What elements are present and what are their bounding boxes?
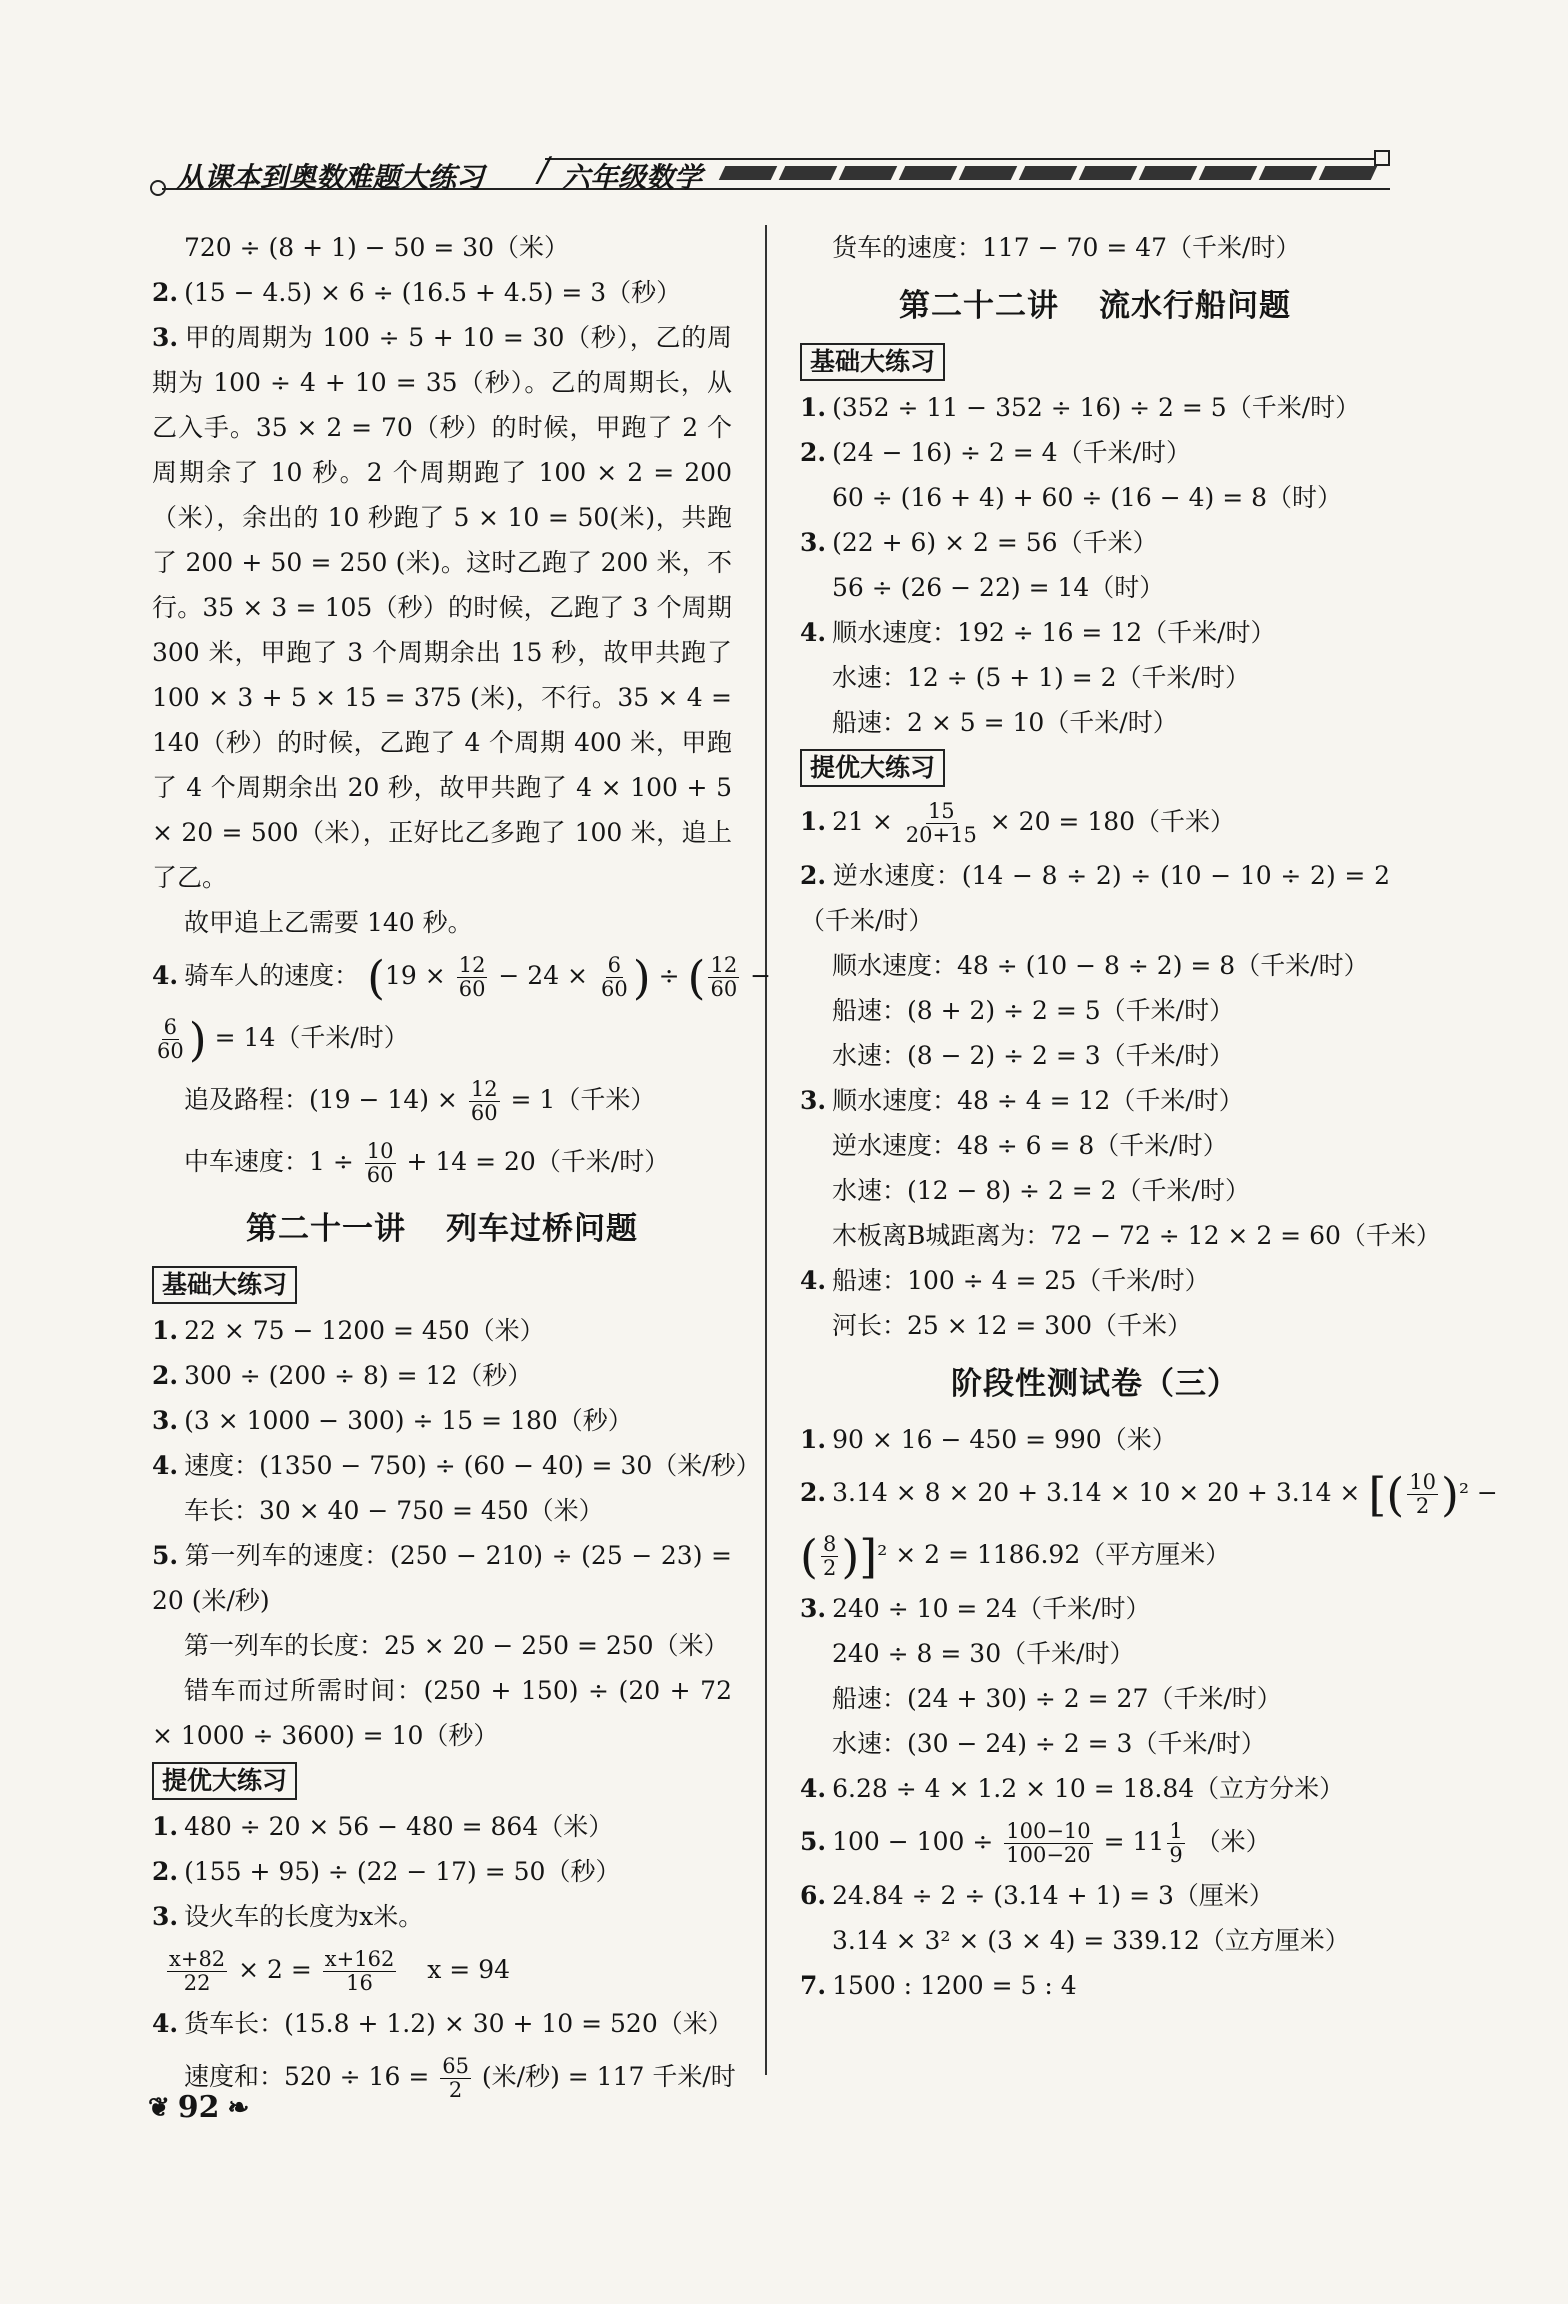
column-divider [765,225,767,2075]
answer-line: 速度和：520 ÷ 16 = $\frac{65}{2}$ (米/秒) = 117 千米/时 [184,2053,736,2102]
fraction: $\frac{12}{60}$ [470,1076,498,1125]
advanced-practice-badge: 提优大练习 [800,749,945,787]
answer-item: 2. 300 ÷ (200 ÷ 8) = 12（秒） [152,1361,533,1390]
answer-item: 7. 1500 : 1200 = 5 : 4 [800,1971,1077,2000]
fraction: $\frac{12}{60}$ [458,952,486,1001]
fraction: $\frac{15}{20+15}$ [905,798,977,847]
answer-item: 4. 船速：100 ÷ 4 = 25（千米/时） [800,1266,1210,1295]
answer-item: 4. 速度：(1350 − 750) ÷ (60 − 40) = 30（米/秒） [152,1451,761,1480]
answer-item: 4. 顺水速度：192 ÷ 16 = 12（千米/时） [800,618,1276,647]
page-header [150,150,1390,200]
answer-item: 3. 设火车的长度为x米。 [152,1902,424,1931]
fraction: $\frac{10}{60}$ [366,1138,394,1187]
answer-line: 顺水速度：48 ÷ (10 − 8 ÷ 2) = 8（千米/时） [832,951,1369,980]
answer-item: 1. 22 × 75 − 1200 = 450（米） [152,1316,545,1345]
answer-item: 3. 顺水速度：48 ÷ 4 = 12（千米/时） [800,1086,1244,1115]
answer-item: 2. 3.14 × 8 × 20 + 3.14 × 10 × 20 + 3.14 × [( $\frac{10}{2}$ )² − [800,1467,1498,1522]
answer-line: ( $\frac{8}{2}$ )]² × 2 = 1186.92（平方厘米） [800,1529,1231,1584]
left-column [152,225,772,2108]
page-footer [148,2090,249,2125]
fraction: $\frac{6}{60}$ [157,1014,184,1063]
fraction: $\frac{65}{2}$ [442,2053,469,2102]
answer-line: 船速：2 × 5 = 10（千米/时） [832,708,1178,737]
section-title: 第二十一讲 列车过桥问题 [246,1211,638,1247]
answer-item: 6. 24.84 ÷ 2 ÷ (3.14 + 1) = 3（厘米） [800,1881,1274,1910]
answer-line: 水速：12 ÷ (5 + 1) = 2（千米/时） [832,663,1250,692]
answer-item: 5. 第一列车的速度：(250 − 210) ÷ (25 − 23) = 20 (米/秒) [152,1541,732,1615]
answer-line: 水速：(8 − 2) ÷ 2 = 3（千米/时） [832,1041,1235,1070]
answer-item: 1. (352 ÷ 11 − 352 ÷ 16) ÷ 2 = 5（千米/时） [800,393,1361,422]
fraction: $\frac{100-10}{100-20}$ [1006,1818,1091,1867]
answer-item: 4. 货车长：(15.8 + 1.2) × 30 + 10 = 520（米） [152,2009,733,2038]
answer-item: 1. 21 × $\frac{15}{20+15}$ × 20 = 180（千米） [800,798,1236,847]
answer-line: 追及路程：(19 − 14) × $\frac{12}{60}$ = 1（千米） [184,1076,656,1125]
answer-item: 2. (155 + 95) ÷ (22 − 17) = 50（秒） [152,1857,621,1886]
answer-line: 逆水速度：48 ÷ 6 = 8（千米/时） [832,1131,1228,1160]
answer-item: 1. 480 ÷ 20 × 56 − 480 = 864（米） [152,1812,614,1841]
answer-item: 3. (22 + 6) × 2 = 56（千米） [800,528,1158,557]
book-series-title: 从课本到奥数难题大练习 [176,161,485,194]
left-flourish-icon: ❦ [148,2092,170,2123]
answer-item: 2. (15 − 4.5) × 6 ÷ (16.5 + 4.5) = 3（秒） [152,278,682,307]
answer-line: $\frac{x+82}{22}$ × 2 = $\frac{x+162}{16}$ x = 94 [169,1946,511,1995]
answer-line: 中车速度：1 ÷ $\frac{10}{60}$ + 14 = 20（千米/时） [184,1138,670,1187]
header-decoration-bars [722,166,1374,180]
answer-item: 3. 甲的周期为 100 ÷ 5 + 10 = 30（秒），乙的周期为 100 ÷ 4 + 10 = 35（秒）。乙的周期长，从乙入手。35 × 2 = 70（秒）的时候，甲跑了 2 个周期余了 10 秒。2 个周期跑了 100 × 2 = 200（米），余出的 10 秒跑了 5 × 10 = 50(米)，共跑了 200 + 50 = 250 (米)。这时乙跑了 200 米，不行。35 × 3 = 105（秒）的时候，乙跑了 3 个周期 300 米，甲跑了 3 个周期余出 15 秒，故甲共跑了 100 × 3 + 5 × 15 = 375 (米)，不行。35 × 4 = 140（秒）的时候，乙跑了 4 个周期 400 米，甲跑了 4 个周期余出 20 秒，故甲共跑了 4 × 100 + 5 × 20 = 500（米），正好比乙多跑了 100 米，追上了乙。 [152,323,732,892]
fraction: $\frac{6}{60}$ [600,952,628,1001]
answer-line: 水速：(30 − 24) ÷ 2 = 3（千米/时） [832,1729,1266,1758]
fraction: $\frac{12}{60}$ [710,952,738,1001]
answer-item: 1. 90 × 16 − 450 = 990（米） [800,1425,1177,1454]
fraction: $\frac{8}{2}$ [822,1531,837,1580]
answer-item: 3. (3 × 1000 − 300) ÷ 15 = 180（秒） [152,1406,633,1435]
section-title: 第二十二讲 流水行船问题 [899,288,1291,324]
answer-line: 木板离B城距离为：72 − 72 ÷ 12 × 2 = 60（千米） [832,1221,1441,1250]
header-square-ornament [1374,150,1390,166]
answer-line: $\frac{6}{60}$ ) = 14（千米/时） [157,1012,409,1067]
answer-line: 240 ÷ 8 = 30（千米/时） [832,1639,1135,1668]
answer-item: 5. 100 − 100 ÷ $\frac{100-10}{100-20}$ = 11 $\frac{1}{9}$ （米） [800,1818,1271,1867]
advanced-practice-badge: 提优大练习 [152,1762,297,1800]
answer-line: 车长：30 × 40 − 750 = 450（米） [184,1496,604,1525]
right-column [800,225,1498,2008]
fraction: $\frac{10}{2}$ [1409,1469,1436,1518]
answer-item: 3. 240 ÷ 10 = 24（千米/时） [800,1594,1151,1623]
answer-line: 60 ÷ (16 + 4) + 60 ÷ (16 − 4) = 8（时） [832,483,1343,512]
basic-practice-badge: 基础大练习 [152,1266,297,1304]
basic-practice-badge: 基础大练习 [800,343,945,381]
answer-item: 2. (24 − 16) ÷ 2 = 4（千米/时） [800,438,1191,467]
answer-line: 720 ÷ (8 + 1) − 50 = 30（米） [184,233,570,262]
page-number: 92 [177,2090,220,2125]
answer-line: 船速：(8 + 2) ÷ 2 = 5（千米/时） [832,996,1235,1025]
header-slash: / [538,150,550,190]
grade-subject-title: 六年级数学 [562,161,703,194]
answer-line: 船速：(24 + 30) ÷ 2 = 27（千米/时） [832,1684,1282,1713]
answer-line: 货车的速度：117 − 70 = 47（千米/时） [832,233,1301,262]
fraction: $\frac{1}{9}$ [1169,1818,1183,1867]
answer-line: 水速：(12 − 8) ÷ 2 = 2（千米/时） [832,1176,1250,1205]
right-flourish-icon: ❧ [227,2092,250,2123]
answer-item: 4. 骑车人的速度： (19 × $\frac{12}{60}$ − 24 × $\frac{6}{60}$ ) ÷ ( $\frac{12}{60}$ − [152,950,772,1005]
answer-item: 4. 6.28 ÷ 4 × 1.2 × 10 = 18.84（立方分米） [800,1774,1345,1803]
answer-item: 2. 逆水速度：(14 − 8 ÷ 2) ÷ (10 − 10 ÷ 2) = 2（千米/时） [800,861,1390,935]
answer-line: 3.14 × 3² × (3 × 4) = 339.12（立方厘米） [832,1926,1350,1955]
answer-line: 56 ÷ (26 − 22) = 14（时） [832,573,1165,602]
answer-line: 故甲追上乙需要 140 秒。 [184,908,473,937]
answer-line: 河长：25 × 12 = 300（千米） [832,1311,1193,1340]
fraction: $\frac{x+162}{16}$ [324,1946,395,1995]
section-title: 阶段性测试卷（三） [951,1366,1239,1402]
answer-line: 第一列车的长度：25 × 20 − 250 = 250（米） [184,1631,729,1660]
fraction: $\frac{x+82}{22}$ [169,1946,226,1995]
answer-line: 错车而过所需时间：(250 + 150) ÷ (20 + 72 × 1000 ÷ 3600) = 10（秒） [152,1676,732,1750]
